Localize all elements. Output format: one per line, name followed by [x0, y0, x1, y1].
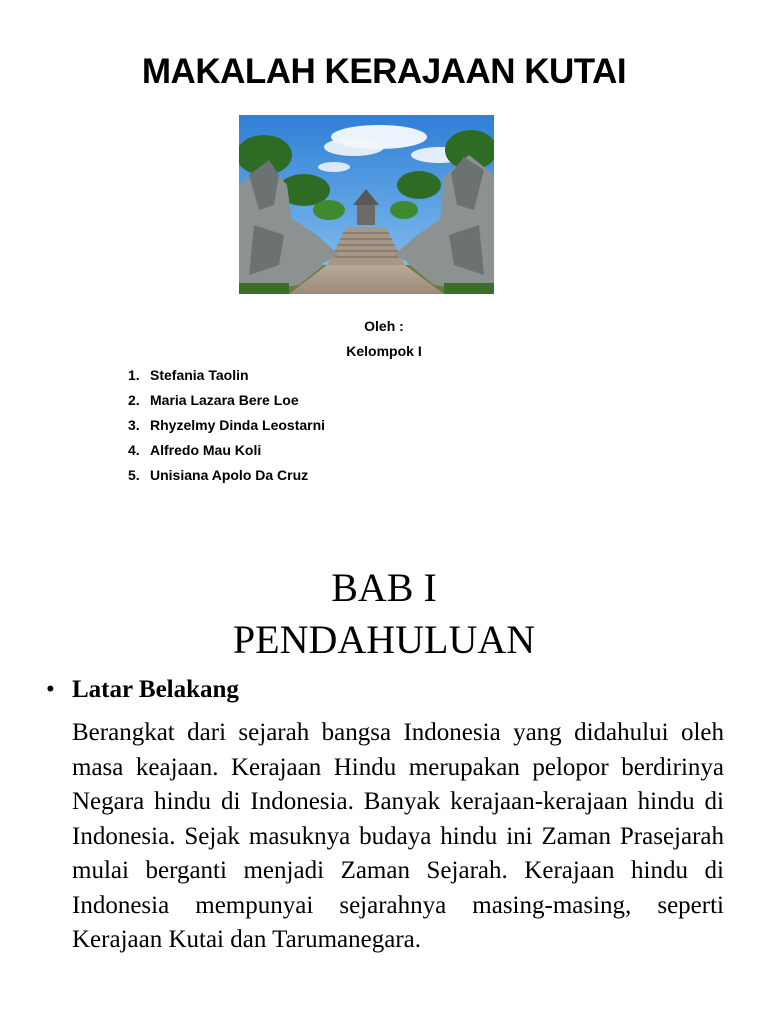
list-item: 1. Stefania Taolin — [128, 367, 249, 383]
chapter-slide — [0, 540, 768, 1024]
bullet-icon: • — [46, 676, 55, 703]
list-item: 2. Maria Lazara Bere Loe — [128, 392, 299, 408]
section-heading-text: Latar Belakang — [72, 676, 239, 703]
section-heading — [46, 676, 239, 704]
page-title: MAKALAH KERAJAAN KUTAI — [141, 52, 627, 91]
member-list — [128, 366, 325, 491]
list-item: 4. Alfredo Mau Koli — [128, 442, 262, 458]
body-paragraph: Berangkat dari sejarah bangsa Indonesia yang didahului oleh masa keajaan. Kerajaan Hindu merupakan pelopor berdirinya Negara hindu di Indonesia. Banyak kerajaan-kerajaan hindu di Indonesia. Sejak masuknya budaya hindu ini Zaman Prasejarah mulai berganti menjadi Zaman Sejarah. Kerajaan hindu di Indonesia mempunyai sejarahnya masing-masing, seperti Kerajaan Kutai dan Tarumanegara. — [72, 719, 724, 953]
chapter-title: PENDAHULUAN — [232, 617, 536, 662]
list-item: 5. Unisiana Apolo Da Cruz — [128, 467, 309, 483]
temple-photo — [239, 115, 494, 294]
group-name: Kelompok I — [346, 343, 422, 359]
list-item: 3. Rhyzelmy Dinda Leostarni — [128, 417, 326, 433]
author-prefix: Oleh : — [364, 318, 404, 334]
chapter-number: BAB I — [331, 565, 437, 610]
